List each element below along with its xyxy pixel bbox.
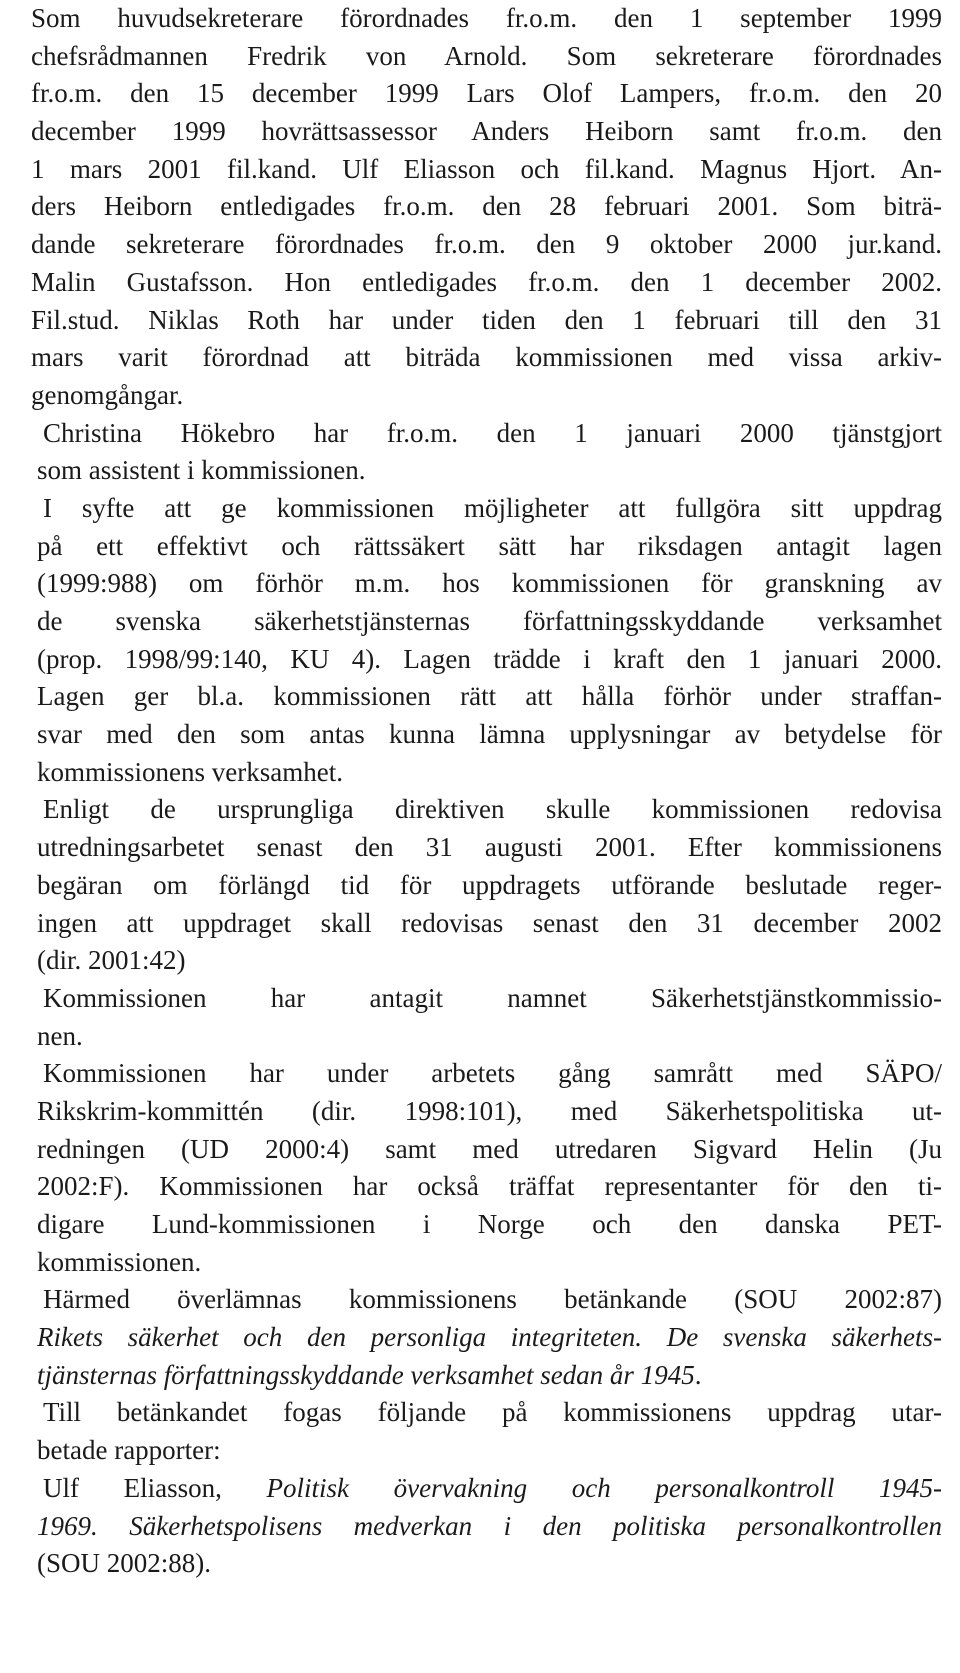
text-line: [31, 1357, 942, 1395]
text-line: (prop. 1998/99:140, KU 4). Lagen trädde i kraft den 1 januari 2000.: [37, 643, 942, 674]
paragraph-attached-report: [31, 1470, 942, 1583]
paragraph-name: [31, 980, 942, 1055]
report-title-line: Rikets säkerhet och den personliga integriteten. De svenska säkerhets-: [37, 1322, 942, 1353]
text-line: Härmed överlämnas kommissionens betänkande (SOU 2002:87): [43, 1284, 942, 1315]
text-line: som assistent i kommissionen.: [37, 455, 366, 486]
text-line: Lagen ger bl.a. kommissionen rätt att hålla förhör under straffan-: [37, 681, 942, 712]
text-line: [31, 1470, 942, 1508]
text-fragment: .: [694, 1359, 702, 1390]
text-line: (SOU 2002:88).: [37, 1548, 211, 1579]
text-line: I syfte att ge kommissionen möjligheter att fullgöra sitt uppdrag: [43, 492, 942, 523]
text-line: 1 mars 2001 fil.kand. Ulf Eliasson och fil.kand. Magnus Hjort. An-: [31, 153, 942, 184]
text-line: 2002:F). Kommissionen har också träffat representanter för den ti-: [37, 1171, 942, 1202]
text-line: Som huvudsekreterare förordnades fr.o.m. den 1 september 1999: [31, 3, 942, 33]
paragraph-report-submission: [31, 1281, 942, 1394]
report-title-line: Politisk övervakning och personalkontroll 1945-: [266, 1472, 942, 1503]
text-line: redningen (UD 2000:4) samt med utredaren Sigvard Helin (Ju: [37, 1133, 942, 1164]
text-line: nen.: [37, 1020, 83, 1051]
text-line: de svenska säkerhetstjänsternas författningsskyddande verksamhet: [37, 606, 942, 636]
author-name: Ulf Eliasson,: [43, 1472, 267, 1503]
text-line: dande sekreterare förordnades fr.o.m. den 9 oktober 2000 jur.kand.: [31, 229, 942, 260]
text-line: (dir. 2001:42): [37, 945, 186, 976]
text-line: Rikskrim-kommittén (dir. 1998:101), med Säkerhetspolitiska ut-: [37, 1095, 942, 1126]
text-line: kommissionens verksamhet.: [37, 756, 343, 787]
paragraph-secretaries: [31, 0, 942, 415]
text-line: Fil.stud. Niklas Roth har under tiden den 1 februari till den 31: [31, 304, 942, 335]
report-title-line: 1969. Säkerhetspolisens medverkan i den politiska personalkontrollen: [37, 1510, 942, 1541]
text-line: svar med den som antas kunna lämna upplysningar av betydelse för: [37, 719, 942, 750]
paragraph-assistant: [31, 415, 942, 490]
paragraph-directives: [31, 791, 942, 979]
text-line: kommissionen.: [37, 1246, 202, 1277]
paragraph-attachments: [31, 1394, 942, 1469]
text-line: (1999:988) om förhör m.m. hos kommissionen för granskning av: [37, 568, 942, 599]
text-line: fr.o.m. den 15 december 1999 Lars Olof Lampers, fr.o.m. den 20: [31, 78, 942, 109]
text-line: Christina Hökebro har fr.o.m. den 1 januari 2000 tjänstgjort: [43, 417, 942, 448]
text-line: mars varit förordnad att biträda kommissionen med vissa arkiv-: [31, 342, 942, 373]
report-title-line: tjänsternas författningsskyddande verksamhet sedan år 1945: [37, 1359, 695, 1390]
text-line: begäran om förlängd tid för uppdragets utförande beslutade reger-: [37, 869, 942, 900]
text-line: ingen att uppdraget skall redovisas senast den 31 december 2002: [37, 907, 942, 938]
text-line: Kommissionen har under arbetets gång samrått med SÄPO/: [43, 1058, 942, 1089]
text-line: ders Heiborn entledigades fr.o.m. den 28 februari 2001. Som biträ-: [31, 191, 942, 222]
text-line: chefsrådmannen Fredrik von Arnold. Som sekreterare förordnades: [31, 40, 942, 71]
text-line: Malin Gustafsson. Hon entledigades fr.o.m. den 1 december 2002.: [31, 266, 942, 297]
text-line: genomgångar.: [31, 379, 184, 410]
text-line: december 1999 hovrättsassessor Anders Heiborn samt fr.o.m. den: [31, 116, 942, 147]
text-line: Till betänkandet fogas följande på kommissionens uppdrag utar-: [43, 1397, 942, 1428]
text-line: på ett effektivt och rättssäkert sätt har riksdagen antagit lagen: [37, 530, 942, 561]
text-line: betade rapporter:: [37, 1435, 221, 1466]
text-line: Kommissionen har antagit namnet Säkerhetstjänstkommissio-: [43, 982, 942, 1013]
paragraph-law: [31, 490, 942, 792]
text-line: Enligt de ursprungliga direktiven skulle kommissionen redovisa: [43, 794, 942, 825]
text-line: utredningsarbetet senast den 31 augusti 2001. Efter kommissionens: [37, 832, 942, 863]
text-line: digare Lund-kommissionen i Norge och den danska PET-: [37, 1209, 942, 1239]
paragraph-consultation: [31, 1055, 942, 1281]
